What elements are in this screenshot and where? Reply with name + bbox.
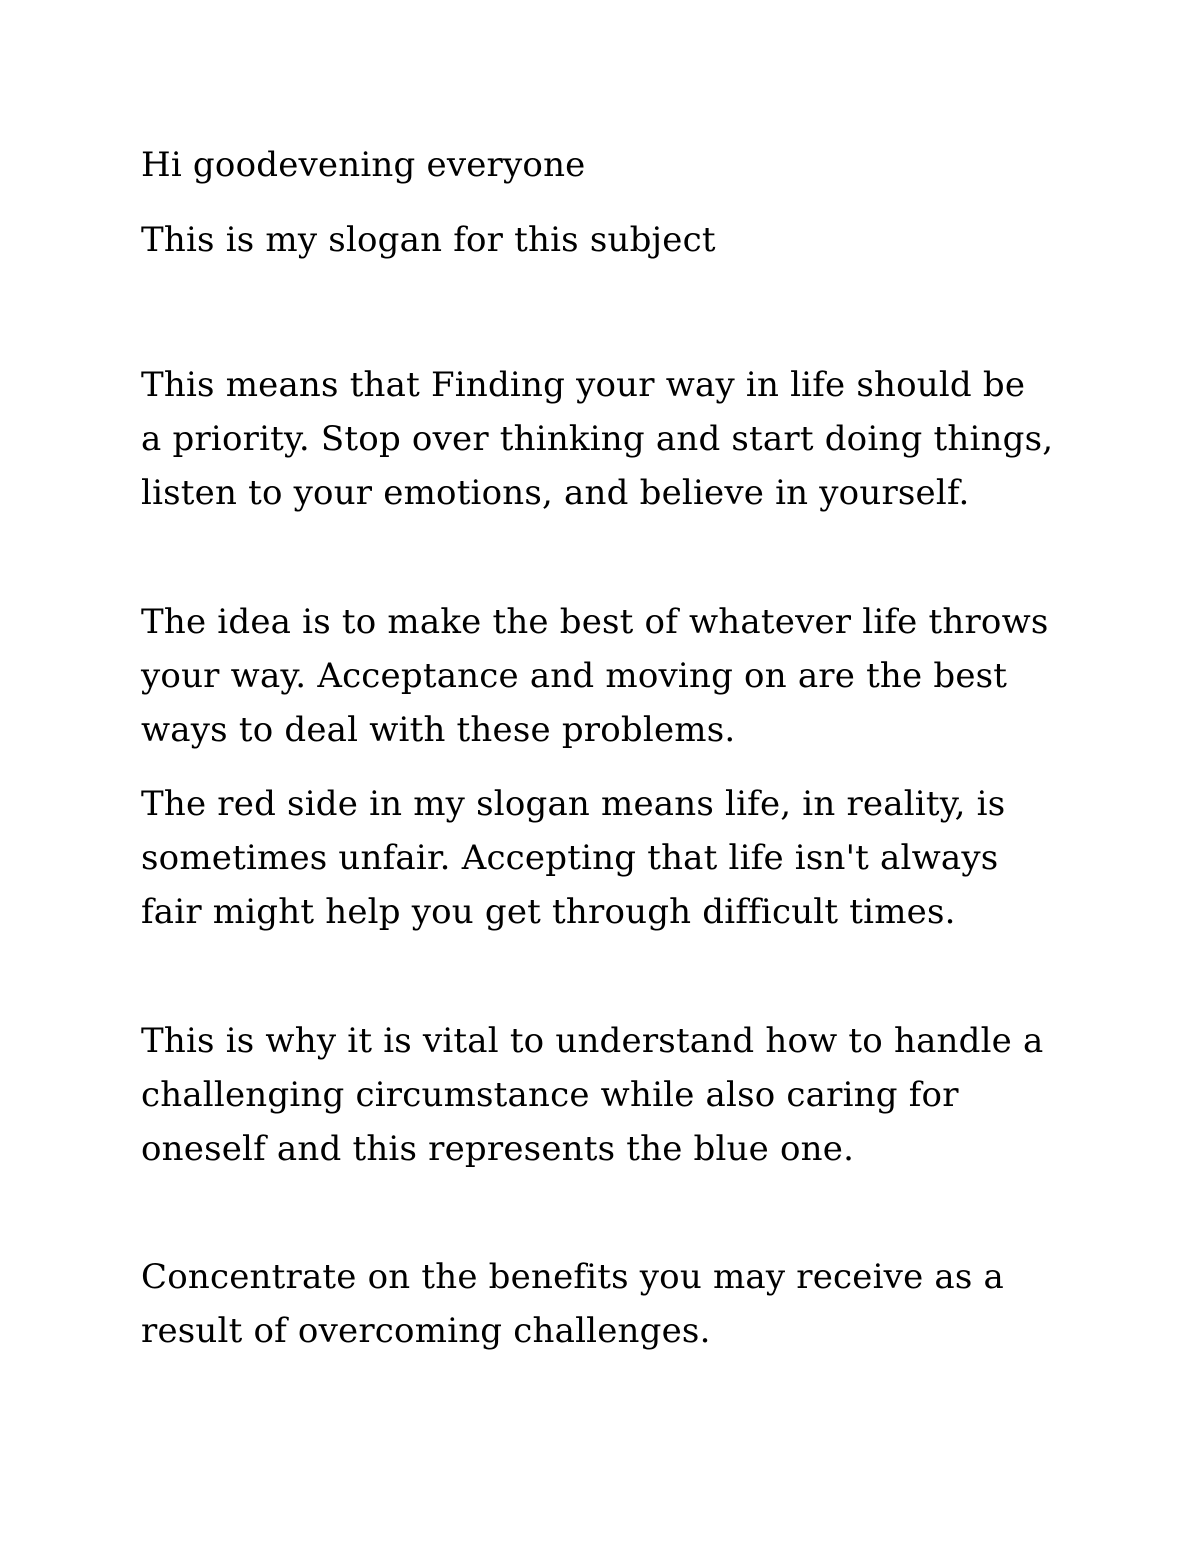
paragraph-concentrate-benefits: Concentrate on the benefits you may receive as a result of overcoming challenges. [141,1257,1005,1351]
paragraph-red-side: The red side in my slogan means life, in reality, is sometimes unfair. Accepting that life isn't always fair might help you get through difficult times. [141,784,1006,932]
paragraph-make-the-best: The idea is to make the best of whatever life throws your way. Acceptance and moving on are the best ways to deal with these problems. [141,602,1049,750]
paragraph-finding-your-way: This means that Finding your way in life should be a priority. Stop over thinking and start doing things, listen to your emotions, and believe in yourself. [141,365,1054,513]
greeting-line: Hi goodevening everyone [141,145,586,185]
paragraph-blue-side: This is why it is vital to understand how to handle a challenging circumstance while also caring for oneself and this represents the blue one. [141,1021,1044,1169]
intro-line: This is my slogan for this subject [141,220,716,260]
